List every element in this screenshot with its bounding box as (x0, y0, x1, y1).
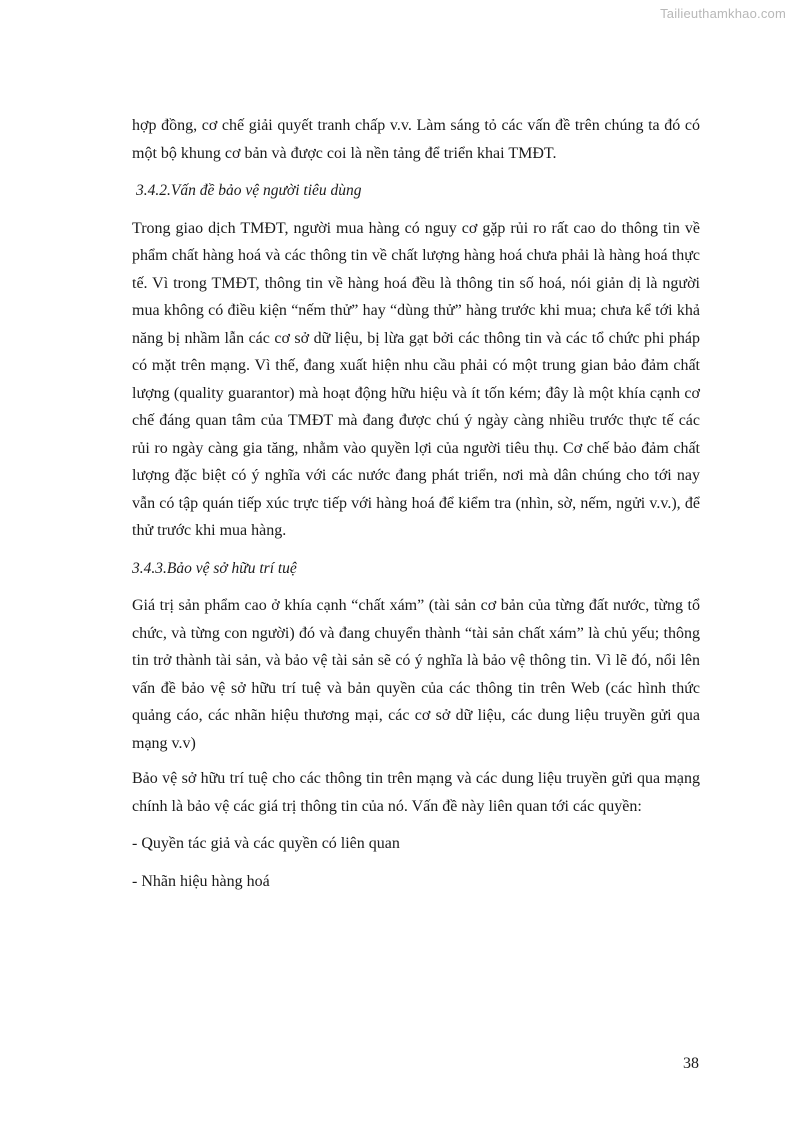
list-item: - Nhãn hiệu hàng hoá (132, 872, 270, 890)
watermark-text: Tailieuthamkhao.com (660, 6, 786, 21)
consumer-protection-paragraph: Trong giao dịch TMĐT, người mua hàng có nguy cơ gặp rủi ro rất cao do thông tin về phẩm chất hàng hoá và các thông tin về chất lượng hàng hoá chưa phải là hàng hoá thực tế. Vì trong TMĐT, thông tin về hàng hoá đều là thông tin số hoá, nói giản dị là người mua không có điều kiện “nếm thử” hay “dùng thử” hàng trước khi mua; chưa kể tới khả năng bị nhầm lẫn các cơ sở dữ liệu, bị lừa gạt bởi các thông tin và các tổ chức phi pháp có mặt trên mạng. Vì thế, đang xuất hiện nhu cầu phải có một trung gian bảo đảm chất lượng (quality guarantor) mà hoạt động hữu hiệu và ít tốn kém; đây là một khía cạnh cơ chế đáng quan tâm của TMĐT mà đang được chú ý ngày càng nhiều trước thực tế các rủi ro ngày càng gia tăng, nhằm vào quyền lợi của người tiêu thụ. Cơ chế bảo đảm chất lượng đặc biệt có ý nghĩa với các nước đang phát triển, nơi mà dân chúng cho tới nay vẫn có tập quán tiếp xúc trực tiếp với hàng hoá để kiểm tra (nhìn, sờ, nếm, ngửi v.v.), để thử trước khi mua hàng. (132, 219, 700, 539)
section-heading-3-4-2: 3.4.2.Vấn đề bảo vệ người tiêu dùng (136, 182, 362, 199)
section-heading-3-4-3: 3.4.3.Bảo vệ sở hữu trí tuệ (132, 559, 297, 577)
document-body (132, 112, 700, 895)
intro-paragraph: hợp đồng, cơ chế giải quyết tranh chấp v.v. Làm sáng tỏ các vấn đề trên chúng ta đó có một bộ khung cơ bản và được coi là nền tảng để triển khai TMĐT. (132, 117, 700, 162)
ip-paragraph-1: Giá trị sản phẩm cao ở khía cạnh “chất xám” (tài sản cơ bản của từng đất nước, từng tổ chức, và từng con người) đó và đang chuyển thành “tài sản chất xám” là chủ yếu; thông tin trở thành tài sản, và bảo vệ tài sản sẽ có ý nghĩa là bảo vệ thông tin. Vì lẽ đó, nổi lên vấn đề bảo vệ sở hữu trí tuệ và bản quyền của các thông tin trên Web (các hình thức quảng cáo, các nhãn hiệu thương mại, các cơ sở dữ liệu, các dung liệu truyền gửi qua mạng v.v) (132, 597, 700, 752)
ip-paragraph-2: Bảo vệ sở hữu trí tuệ cho các thông tin trên mạng và các dung liệu truyền gửi qua mạng chính là bảo vệ các giá trị thông tin của nó. Vấn đề này liên quan tới các quyền: (132, 770, 700, 815)
list-item: - Quyền tác giả và các quyền có liên quan (132, 835, 400, 852)
page-number: 38 (683, 1055, 699, 1072)
